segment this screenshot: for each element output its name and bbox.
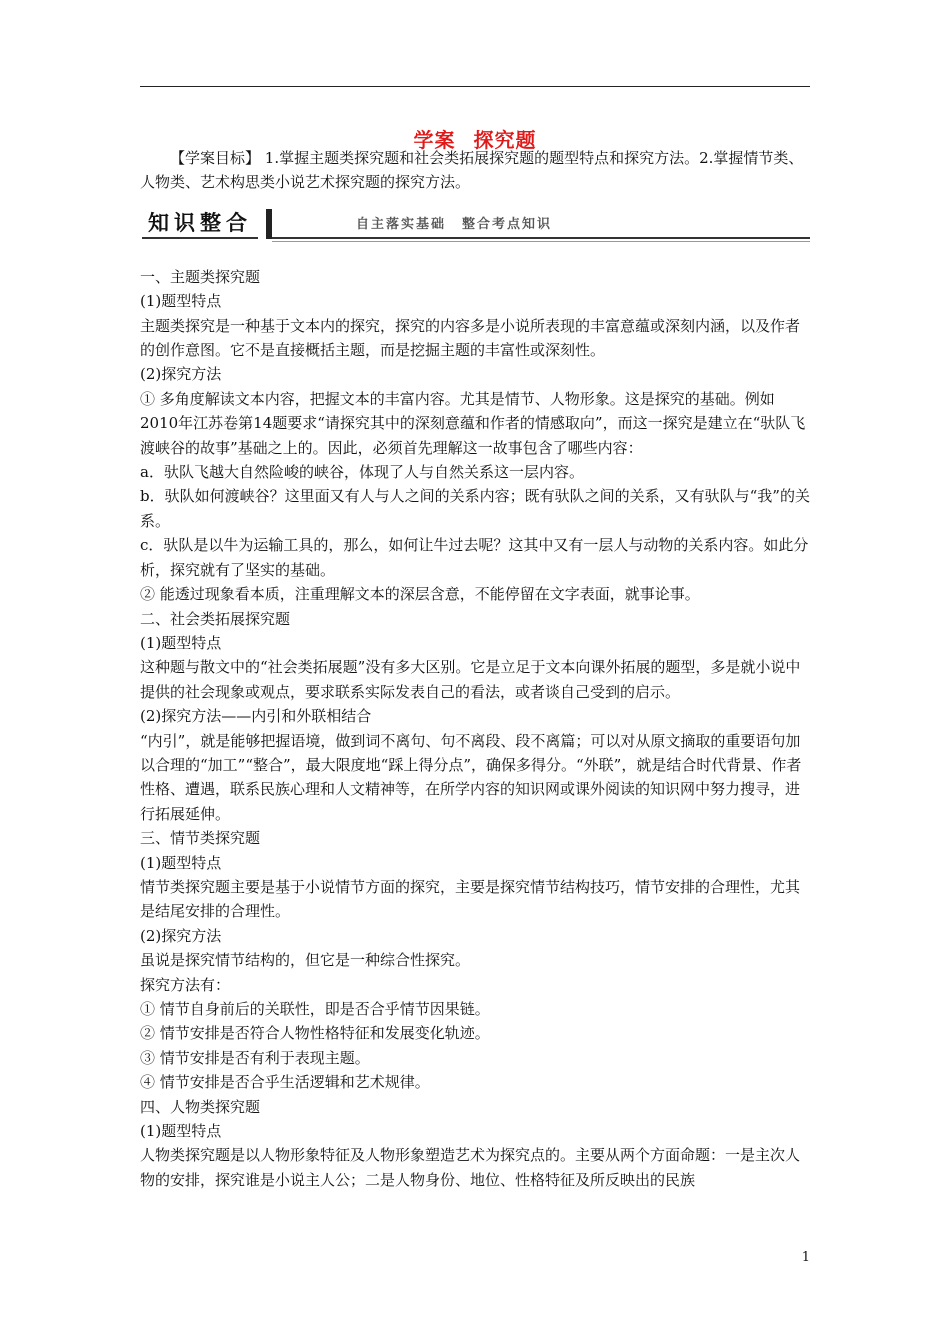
paragraph: ④ 情节安排是否合乎生活逻辑和艺术规律。	[140, 1073, 430, 1092]
banner-sub1: 自主落实基础	[356, 216, 447, 232]
paragraph: 主题类探究是一种基于文本内的探究，探究的内容多是小说所表现的丰富意蕴或深刻内涵，以及作者的创作意图。它不是直接概括主题，而是挖掘主题的丰富性或深刻性。	[140, 316, 801, 360]
paragraph: (1)题型特点	[140, 1122, 222, 1141]
paragraph: ① 情节自身前后的关联性，即是否合乎情节因果链。	[140, 1000, 490, 1018]
learning-goal	[140, 146, 810, 195]
banner-subtitle	[356, 213, 552, 237]
title-part1: 学案	[413, 128, 456, 152]
paragraph: ① 多角度解读文本内容，把握文本的丰富内容。尤其是情节、人物形象。这是探究的基础。例如2010年江苏卷第14题要求“请探究其中的深刻意蕴和作者的情感取向”，而这一探究是建立在“驮队飞渡峡谷的故事”基础之上的。因此，必须首先理解这一故事包含了哪些内容：	[140, 389, 806, 457]
paragraph: 虽说是探究情节结构的，但它是一种综合性探究。	[140, 951, 471, 970]
banner-bar	[266, 209, 272, 239]
paragraph: 探究方法有：	[140, 975, 231, 994]
paragraph: (2)探究方法——内引和外联相结合	[140, 707, 372, 726]
section-banner	[140, 207, 810, 243]
paragraph: b．驮队如何渡峡谷？这里面又有人与人之间的关系内容；既有驮队之间的关系，又有驮队与“我”的关系。	[140, 487, 810, 530]
paragraph: a．驮队飞越大自然险峻的峡谷，体现了人与自然关系这一层内容。	[140, 463, 584, 482]
paragraph: 这种题与散文中的“社会类拓展题”没有多大区别。它是立足于文本向课外拓展的题型，多是就小说中提供的社会现象或观点，要求联系实际发表自己的看法，或者谈自己受到的启示。	[140, 658, 801, 701]
paragraph: (2)探究方法	[140, 365, 222, 384]
goal-tag: 【学案目标】	[170, 149, 261, 167]
banner-sub2: 整合考点知识	[462, 216, 553, 232]
paragraph: 四、人物类探究题	[140, 1097, 261, 1116]
paragraph: 情节类探究题主要是基于小说情节方面的探究，主要是探究情节结构技巧，情节安排的合理性，尤其是结尾安排的合理性。	[140, 877, 801, 921]
banner-line-thin	[272, 241, 810, 242]
paragraph-list	[140, 265, 810, 1192]
page-number: 1	[801, 1250, 810, 1265]
paragraph: “内引”，就是能够把握语境，做到词不离句、句不离段、段不离篇；可以对从原文摘取的重要语句加以合理的“加工”“整合”，最大限度地“踩上得分点”，确保多得分。“外联”，就是结合时代背景、作者性格、遭遇，联系民族心理和人文精神等，在所学内容的知识网或课外阅读的知识网中努力搜寻，进行拓展延伸。	[140, 731, 802, 823]
header-rule	[140, 86, 810, 87]
paragraph: 三、情节类探究题	[140, 829, 261, 848]
title-part2: 探究题	[473, 128, 537, 152]
paragraph: (2)探究方法	[140, 926, 222, 945]
banner-label: 知识整合	[142, 211, 258, 239]
paragraph: 人物类探究题是以人物形象特征及人物形象塑造艺术为探究点的。主要从两个方面命题：一是主次人物的安排，探究谁是小说主人公；二是人物身份、地位、性格特征及所反映出的民族	[140, 1146, 801, 1189]
paragraph: c．驮队是以牛为运输工具的，那么，如何让牛过去呢？这其中又有一层人与动物的关系内容。如此分析，探究就有了坚实的基础。	[140, 536, 809, 579]
paragraph: (1)题型特点	[140, 633, 222, 652]
paragraph: ③ 情节安排是否有利于表现主题。	[140, 1048, 370, 1067]
paragraph: (1)题型特点	[140, 292, 222, 311]
document-body	[140, 146, 810, 1192]
paragraph: (1)题型特点	[140, 853, 222, 872]
paragraph: 一、主题类探究题	[140, 267, 261, 286]
paragraph: ② 能透过现象看本质，注重理解文本的深层含意，不能停留在文字表面，就事论事。	[140, 585, 700, 604]
goal-text: 1.掌握主题类探究题和社会类拓展探究题的题型特点和探究方法。2.掌握情节类、人物类、艺术构思类小说艺术探究题的探究方法。	[140, 149, 804, 192]
paragraph: 二、社会类拓展探究题	[140, 609, 291, 628]
paragraph: ② 情节安排是否符合人物性格特征和发展变化轨迹。	[140, 1024, 490, 1043]
